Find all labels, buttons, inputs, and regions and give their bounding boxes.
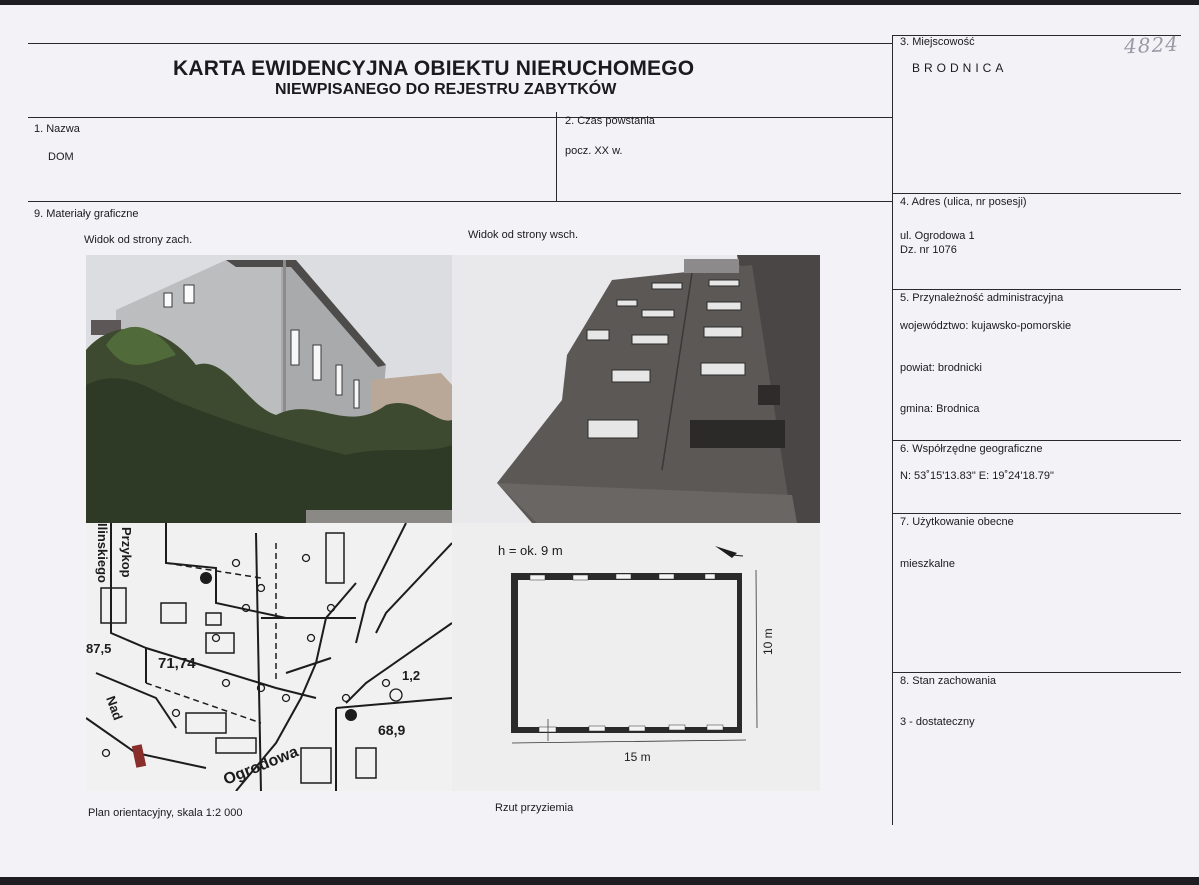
orientation-map (86, 523, 452, 791)
field-locality-value: BRODNICA (912, 61, 1008, 75)
field-locality-label: 3. Miejscowość (900, 36, 975, 48)
svg-text:68,9: 68,9 (378, 722, 406, 738)
svg-text:Ilinskiego: Ilinskiego (95, 523, 110, 583)
field-usage-value: mieszkalne (900, 558, 956, 570)
field-graphics-label: 9. Materiały graficzne (34, 208, 139, 220)
svg-text:1,2: 1,2 (402, 668, 421, 683)
svg-text:10 m: 10 m (761, 628, 775, 655)
record-card-sheet (0, 5, 1199, 877)
right-rule-4 (893, 193, 1181, 194)
plan-caption: Rzut przyziemia (495, 802, 574, 814)
archive-number-handwritten: 4824 (1123, 31, 1180, 59)
photo-east-caption: Widok od strony wsch. (468, 229, 579, 241)
field-condition-label: 8. Stan zachowania (900, 675, 997, 687)
svg-text:Nad: Nad (103, 693, 126, 723)
name-date-divider (556, 112, 557, 201)
field-admin-label: 5. Przynależność administracyjna (900, 292, 1064, 304)
field-name-value: DOM (48, 151, 74, 163)
height-note: h = ok. 9 m (498, 543, 563, 558)
right-rule-8 (893, 672, 1181, 673)
field-date-value: pocz. XX w. (565, 145, 623, 157)
card-subtitle: NIEWPISANEGO DO REJESTRU ZABYTKÓW (275, 81, 617, 98)
svg-text:71,74: 71,74 (158, 655, 196, 672)
svg-text:87,5: 87,5 (86, 641, 112, 656)
field-name-label: 1. Nazwa (34, 123, 80, 135)
map-caption: Plan orientacyjny, skala 1:2 000 (88, 807, 243, 819)
svg-text:15 m: 15 m (624, 750, 651, 764)
field-address-label: 4. Adres (ulica, nr posesji) (900, 196, 1027, 208)
field-admin-voivodeship: województwo: kujawsko-pomorskie (900, 320, 1072, 332)
right-rule-6 (893, 440, 1181, 441)
photo-west-view (86, 255, 452, 523)
field-coords-label: 6. Współrzędne geograficzne (900, 443, 1043, 455)
floor-plan (452, 523, 820, 791)
north-arrow-icon (715, 546, 737, 558)
field-usage-label: 7. Użytkowanie obecne (900, 516, 1014, 528)
photo-east-view (452, 255, 820, 523)
right-column-divider (892, 35, 893, 825)
right-rule-5 (893, 289, 1181, 290)
field-address-line2: Dz. nr 1076 (900, 244, 957, 256)
field-address-line1: ul. Ogrodowa 1 (900, 230, 975, 242)
field-condition-value: 3 - dostateczny (900, 716, 975, 728)
row-rule-2 (28, 201, 892, 202)
svg-text:Ogrodowa: Ogrodowa (221, 743, 301, 789)
field-admin-county: powiat: brodnicki (900, 362, 982, 374)
top-rule (28, 43, 892, 44)
row-rule-1 (28, 117, 892, 118)
field-coords-value: N: 53˚15'13.83" E: 19˚24'18.79" (900, 470, 1054, 482)
field-date-label: 2. Czas powstania (565, 115, 655, 127)
svg-text:Przykop: Przykop (119, 527, 134, 578)
photo-west-caption: Widok od strony zach. (84, 234, 193, 246)
right-rule-7 (893, 513, 1181, 514)
field-admin-commune: gmina: Brodnica (900, 403, 980, 415)
card-title: KARTA EWIDENCYJNA OBIEKTU NIERUCHOMEGO (173, 57, 695, 80)
